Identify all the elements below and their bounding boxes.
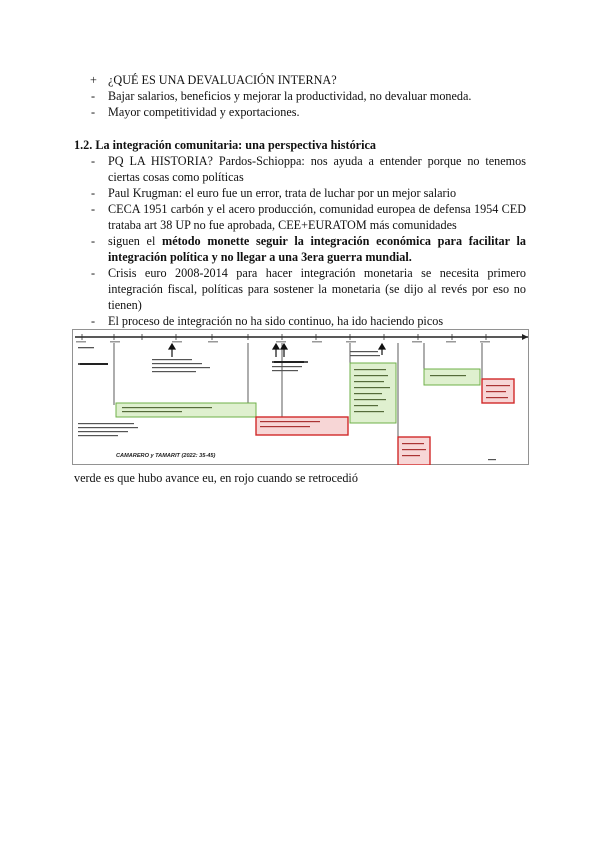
list-item: Paul Krugman: el euro fue un error, trata de luchar por un mejor salario [108, 186, 457, 200]
timeline-image [72, 329, 529, 465]
section-heading: 1.2. La integración comunitaria: una perspectiva histórica [74, 138, 376, 152]
list-marker: - [91, 154, 96, 168]
figure-caption: verde es que hubo avance eu, en rojo cuando se retrocedió [74, 471, 358, 485]
list-marker: - [91, 89, 96, 103]
list-item: El proceso de integración no ha sido continuo, ha ido haciendo picos [108, 314, 444, 328]
text-run: siguen el [108, 234, 163, 248]
timeline-figure [72, 329, 529, 465]
bold-text: método monette seguir la integración económica para facilitar la integración política y no llegar a una 3era guerra mundial. [108, 234, 526, 264]
list-item: ¿QUÉ ES UNA DEVALUACIÓN INTERNA? [108, 73, 337, 87]
list-marker: - [91, 234, 96, 248]
list-marker: - [91, 314, 96, 328]
list-item: CECA 1951 carbón y el acero producción, comunidad europea de defensa 1954 CED trataba art 38 UP no fue aprobada, CEE+EURATOM más comunidades [108, 202, 526, 232]
list-marker: - [91, 186, 96, 200]
list-item: Bajar salarios, beneficios y mejorar la productividad, no devaluar moneda. [108, 89, 472, 103]
list-marker: - [91, 202, 96, 216]
figure-source: CAMARERO y TAMARIT (2022: 35-45) [116, 453, 216, 459]
list-item [108, 233, 526, 265]
list-item: PQ LA HISTORIA? Pardos-Schioppa: nos ayuda a entender porque no tenemos ciertas cosas como políticas [108, 154, 526, 184]
list-marker: - [91, 266, 96, 280]
list-item: Crisis euro 2008-2014 para hacer integración monetaria se necesita primero integración fiscal, políticas para sostener la monetaria (se dijo al revés por eso no tienen) [108, 266, 526, 312]
list-marker: - [91, 105, 96, 119]
list-item: Mayor competitividad y exportaciones. [108, 105, 300, 119]
list-marker: + [90, 73, 97, 87]
